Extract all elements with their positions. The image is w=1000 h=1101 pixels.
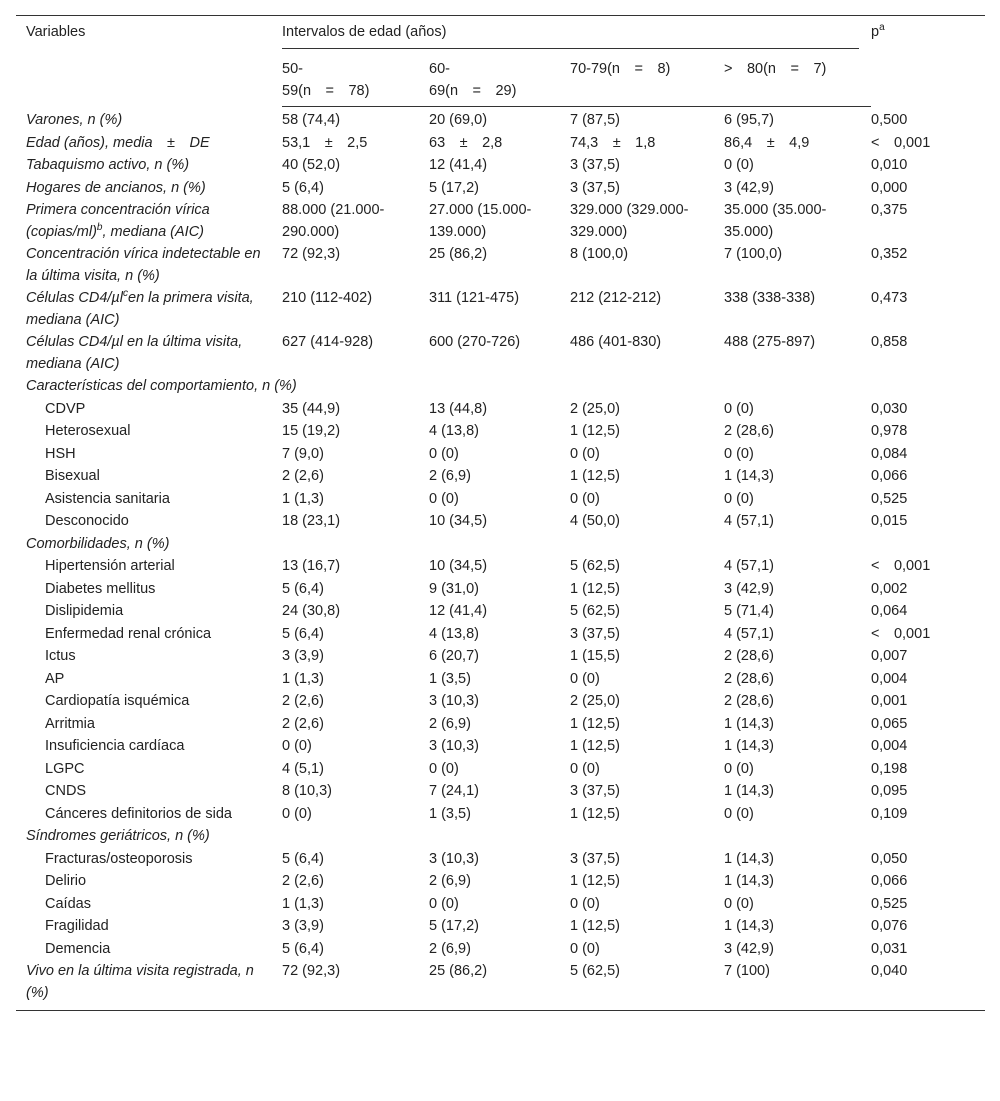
value-cell: 4 (13,8) [429, 423, 479, 439]
value-cell: 5 (71,4) [724, 603, 774, 619]
table-row [16, 331, 985, 375]
value-cell: 3 (3,9) [282, 648, 324, 664]
value-cell: 4 (50,0) [570, 513, 620, 529]
value-cell: 0 (0) [724, 760, 754, 777]
table-row [16, 243, 985, 287]
p-value-cell: 0,375 [871, 202, 908, 218]
value-cell: 5 (62,5) [570, 603, 620, 619]
table-row [16, 915, 985, 938]
table-row [16, 154, 985, 177]
value-cell: 4 (13,8) [429, 625, 479, 642]
p-value-cell: 0,050 [871, 850, 908, 867]
table-row [16, 690, 985, 713]
data-table [16, 15, 985, 1011]
table-row [16, 578, 985, 601]
value-cell: 1 (12,5) [570, 468, 620, 484]
value-cell: 8 (100,0) [570, 246, 629, 262]
p-value-cell: 0,525 [871, 895, 908, 912]
p-value-cell: 0,064 [871, 603, 908, 619]
value-cell: 1 (14,3) [724, 783, 774, 799]
p-value-cell: 0,525 [871, 490, 908, 507]
p-value-cell: 0,978 [871, 423, 908, 439]
row-label: CDVP [45, 400, 86, 417]
value-cell: 0 (0) [429, 895, 459, 912]
p-value-cell: 0,004 [871, 670, 908, 687]
row-label: Cardiopatía isquémica [45, 693, 190, 709]
table-row [16, 780, 985, 803]
row-label: HSH [45, 445, 76, 462]
table-row [16, 758, 985, 781]
value-cell: 58 (74,4) [282, 112, 341, 128]
value-cell: 1 (1,3) [282, 670, 324, 687]
value-cell: 88.000 (21.000-290.000) [282, 202, 385, 240]
value-cell: 1 (1,3) [282, 895, 324, 912]
header-col-50-59: 50- 59(n = 78) [282, 54, 429, 107]
value-cell: 0 (0) [724, 895, 754, 912]
value-cell: 3 (10,3) [429, 738, 479, 754]
row-label: Concentración vírica indetectable en la última visita, n (%) [26, 246, 261, 284]
value-cell: 3 (37,5) [570, 850, 620, 867]
header-row [16, 16, 985, 55]
value-cell: 7 (24,1) [429, 783, 479, 799]
p-value-cell: 0,031 [871, 940, 908, 957]
row-label: Delirio [45, 873, 87, 889]
value-cell: 25 (86,2) [429, 960, 570, 1011]
value-cell: 1 (12,5) [570, 580, 620, 597]
value-cell: 0 (0) [724, 805, 754, 822]
row-label: Enfermedad renal crónica [45, 625, 212, 642]
value-cell: 5 (17,2) [429, 179, 479, 196]
row-label: Cánceres definitorios de sida [45, 805, 232, 822]
value-cell: 0 (0) [429, 445, 459, 462]
value-cell: 1 (12,5) [570, 918, 620, 934]
value-cell: 1 (15,5) [570, 648, 620, 664]
table-row [16, 510, 985, 533]
value-cell: 3 (37,5) [570, 179, 620, 196]
value-cell: 2 (28,6) [724, 670, 774, 687]
value-cell: 2 (2,6) [282, 715, 324, 732]
value-cell: 1 (12,5) [570, 738, 620, 754]
row-label: Desconocido [45, 513, 129, 529]
table-row [16, 938, 985, 961]
row-label: Asistencia sanitaria [45, 490, 170, 507]
value-cell: 338 (338-338) [724, 290, 816, 306]
table-row [16, 132, 985, 155]
row-label: Ictus [45, 648, 76, 664]
value-cell: 24 (30,8) [282, 603, 341, 619]
row-label: Células CD4/µl en la última visita, mediana (AIC) [26, 334, 243, 372]
section-heading [16, 825, 985, 848]
value-cell: 1 (12,5) [570, 873, 620, 889]
p-value-cell: < 0,001 [871, 625, 931, 642]
value-cell: 7 (100,0) [724, 246, 783, 262]
value-cell: 72 (92,3) [282, 246, 341, 262]
value-cell: 1 (14,3) [724, 850, 774, 867]
table-row [16, 893, 985, 916]
value-cell: 600 (270-726) [429, 334, 521, 350]
value-cell: 40 (52,0) [282, 157, 341, 173]
section-title: Características del comportamiento, n (%) [26, 378, 297, 394]
value-cell: 0 (0) [570, 895, 600, 912]
value-cell: 2 (28,6) [724, 423, 774, 439]
table-row [16, 287, 985, 331]
value-cell: 0 (0) [429, 760, 459, 777]
value-cell: 72 (92,3) [282, 960, 429, 1011]
value-cell: 1 (12,5) [570, 715, 620, 732]
value-cell: 2 (25,0) [570, 693, 620, 709]
p-value-cell: 0,040 [871, 960, 985, 1011]
value-cell: 0 (0) [570, 670, 600, 687]
value-cell: 210 (112-402) [282, 290, 373, 306]
value-cell: 7 (9,0) [282, 445, 324, 462]
p-value-cell: 0,352 [871, 246, 908, 262]
table-row [16, 420, 985, 443]
table-row [16, 443, 985, 466]
p-value-cell: 0,007 [871, 648, 908, 664]
value-cell: 4 (5,1) [282, 760, 324, 777]
table-row [16, 713, 985, 736]
value-cell: 1 (14,3) [724, 715, 774, 732]
value-cell: 1 (12,5) [570, 423, 620, 439]
value-cell: 0 (0) [570, 940, 600, 957]
row-label: Bisexual [45, 468, 100, 484]
p-value-cell: 0,076 [871, 918, 908, 934]
value-cell: 12 (41,4) [429, 157, 488, 173]
row-label: Vivo en la última visita registrada, n (%) [16, 960, 282, 1011]
value-cell: 3 (10,3) [429, 693, 479, 709]
value-cell: 13 (44,8) [429, 400, 488, 417]
value-cell: 5 (6,4) [282, 940, 324, 957]
value-cell: 1 (3,5) [429, 670, 471, 687]
value-cell: 6 (20,7) [429, 648, 479, 664]
table-row [16, 803, 985, 826]
value-cell: 1 (3,5) [429, 805, 471, 822]
value-cell: 329.000 (329.000-329.000) [570, 202, 689, 240]
row-label: LGPC [45, 760, 85, 777]
value-cell: 1 (14,3) [724, 468, 774, 484]
value-cell: 12 (41,4) [429, 603, 488, 619]
final-row [16, 960, 985, 1011]
value-cell: 2 (6,9) [429, 873, 471, 889]
table-row [16, 177, 985, 200]
value-cell: 488 (275-897) [724, 334, 816, 350]
row-label: Heterosexual [45, 423, 131, 439]
value-cell: 35 (44,9) [282, 400, 341, 417]
value-cell: 18 (23,1) [282, 513, 341, 529]
value-cell: 3 (42,9) [724, 940, 774, 957]
table-row [16, 623, 985, 646]
row-label: Fragilidad [45, 918, 109, 934]
value-cell: 13 (16,7) [282, 558, 341, 574]
row-label: Edad (años), media ± DE [26, 134, 210, 151]
value-cell: 0 (0) [724, 490, 754, 507]
p-value-cell: 0,198 [871, 760, 908, 777]
value-cell: 5 (62,5) [570, 960, 724, 1011]
section-title: Comorbilidades, n (%) [26, 535, 170, 552]
value-cell: 86,4 ± 4,9 [724, 134, 810, 151]
row-label: CNDS [45, 783, 87, 799]
p-value-cell: 0,015 [871, 513, 908, 529]
value-cell: 2 (6,9) [429, 468, 471, 484]
p-value-cell: 0,010 [871, 157, 908, 173]
value-cell: 2 (25,0) [570, 400, 620, 417]
table-row [16, 600, 985, 623]
value-cell: 25 (86,2) [429, 246, 488, 262]
value-cell: 5 (6,4) [282, 850, 324, 867]
p-value-cell: 0,066 [871, 468, 908, 484]
value-cell: 8 (10,3) [282, 783, 332, 799]
row-label: Fracturas/osteoporosis [45, 850, 193, 867]
value-cell: 2 (6,9) [429, 940, 471, 957]
value-cell: 1 (1,3) [282, 490, 324, 507]
value-cell: 3 (42,9) [724, 179, 774, 196]
table-row [16, 488, 985, 511]
value-cell: 27.000 (15.000-139.000) [429, 202, 532, 240]
value-cell: 5 (6,4) [282, 625, 324, 642]
value-cell: 2 (2,6) [282, 693, 324, 709]
value-cell: 2 (2,6) [282, 873, 324, 889]
value-cell: 63 ± 2,8 [429, 134, 503, 151]
p-value-cell: < 0,001 [871, 558, 931, 574]
value-cell: 1 (14,3) [724, 738, 774, 754]
value-cell: 2 (28,6) [724, 693, 774, 709]
header-variables: Variables [16, 16, 282, 107]
value-cell: 4 (57,1) [724, 625, 774, 642]
value-cell: 15 (19,2) [282, 423, 341, 439]
value-cell: 4 (57,1) [724, 558, 774, 574]
row-label: Células CD4/µl$^c$en la primera visita, mediana (AIC) [26, 288, 254, 328]
header-col-70-79: 70-79(n = 8) [570, 54, 724, 107]
value-cell: 5 (17,2) [429, 918, 479, 934]
row-label: Tabaquismo activo, n (%) [26, 157, 190, 173]
value-cell: 1 (12,5) [570, 805, 620, 822]
header-p: $p^a$ [871, 16, 985, 107]
value-cell: 6 (95,7) [724, 112, 774, 128]
section-heading [16, 375, 985, 398]
value-cell: 9 (31,0) [429, 580, 479, 597]
section-title: Síndromes geriátricos, n (%) [26, 828, 210, 844]
row-label: Demencia [45, 940, 111, 957]
value-cell: 627 (414-928) [282, 334, 374, 350]
p-value-cell: 0,004 [871, 738, 908, 754]
p-value-cell: < 0,001 [871, 134, 931, 151]
table-row [16, 870, 985, 893]
p-value-cell: 0,500 [871, 111, 908, 128]
row-label: Hogares de ancianos, n (%) [26, 179, 206, 196]
p-value-cell: 0,095 [871, 783, 908, 799]
table-row [16, 735, 985, 758]
value-cell: 0 (0) [724, 400, 754, 417]
value-cell: 0 (0) [570, 490, 600, 507]
value-cell: 0 (0) [282, 805, 312, 822]
value-cell: 2 (2,6) [282, 468, 324, 484]
value-cell: 5 (62,5) [570, 558, 620, 574]
value-cell: 74,3 ± 1,8 [570, 134, 656, 151]
p-value-cell: 0,030 [871, 400, 908, 417]
value-cell: 35.000 (35.000-35.000) [724, 202, 827, 240]
p-value-cell: 0,473 [871, 290, 908, 306]
row-label: Caídas [45, 895, 91, 912]
value-cell: 311 (121-475) [429, 290, 520, 306]
value-cell: 0 (0) [570, 445, 600, 462]
value-cell: 3 (37,5) [570, 783, 620, 799]
row-label: Arritmia [45, 715, 95, 732]
p-value-cell: 0,109 [871, 805, 908, 822]
table-row [16, 848, 985, 871]
row-label: AP [45, 670, 65, 687]
p-value-cell: 0,000 [871, 179, 908, 196]
value-cell: 486 (401-830) [570, 334, 662, 350]
table-row [16, 398, 985, 421]
header-age-group: Intervalos de edad (años) [282, 21, 859, 49]
value-cell: 20 (69,0) [429, 112, 488, 128]
row-label: Insuficiencia cardíaca [45, 738, 185, 754]
p-value-cell: 0,084 [871, 445, 908, 462]
value-cell: 2 (6,9) [429, 715, 471, 732]
value-cell: 212 (212-212) [570, 290, 662, 306]
table-row [16, 645, 985, 668]
table-row [16, 107, 985, 132]
value-cell: 3 (37,5) [570, 625, 620, 642]
value-cell: 53,1 ± 2,5 [282, 134, 368, 151]
value-cell: 0 (0) [724, 445, 754, 462]
row-label: Hipertensión arterial [45, 558, 175, 574]
p-value-cell: 0,858 [871, 334, 908, 350]
value-cell: 3 (3,9) [282, 918, 324, 934]
table-row [16, 199, 985, 243]
row-label: Varones, n (%) [26, 111, 123, 128]
value-cell: 10 (34,5) [429, 513, 488, 529]
value-cell: 3 (10,3) [429, 850, 479, 867]
row-label: Diabetes mellitus [45, 580, 156, 597]
value-cell: 1 (14,3) [724, 873, 774, 889]
value-cell: 7 (100) [724, 960, 871, 1011]
value-cell: 0 (0) [282, 738, 312, 754]
row-label: Dislipidemia [45, 603, 124, 619]
p-value-cell: 0,001 [871, 693, 908, 709]
value-cell: 1 (14,3) [724, 918, 774, 934]
value-cell: 0 (0) [570, 760, 600, 777]
value-cell: 5 (6,4) [282, 580, 324, 597]
value-cell: 7 (87,5) [570, 112, 620, 128]
p-value-cell: 0,065 [871, 715, 908, 732]
row-label: Primera concentración vírica (copias/ml)$^b$, mediana (AIC) [26, 202, 210, 240]
value-cell: 4 (57,1) [724, 513, 774, 529]
value-cell: 0 (0) [724, 157, 754, 173]
header-col-80plus: > 80(n = 7) [724, 54, 871, 107]
value-cell: 0 (0) [429, 490, 459, 507]
table-row [16, 668, 985, 691]
table-row [16, 465, 985, 488]
value-cell: 2 (28,6) [724, 648, 774, 664]
header-col-60-69: 60- 69(n = 29) [429, 54, 570, 107]
value-cell: 10 (34,5) [429, 558, 488, 574]
p-value-cell: 0,066 [871, 873, 908, 889]
value-cell: 5 (6,4) [282, 179, 324, 196]
section-heading [16, 533, 985, 556]
p-value-cell: 0,002 [871, 580, 908, 597]
value-cell: 3 (42,9) [724, 580, 774, 597]
table-row [16, 555, 985, 578]
value-cell: 3 (37,5) [570, 157, 620, 173]
